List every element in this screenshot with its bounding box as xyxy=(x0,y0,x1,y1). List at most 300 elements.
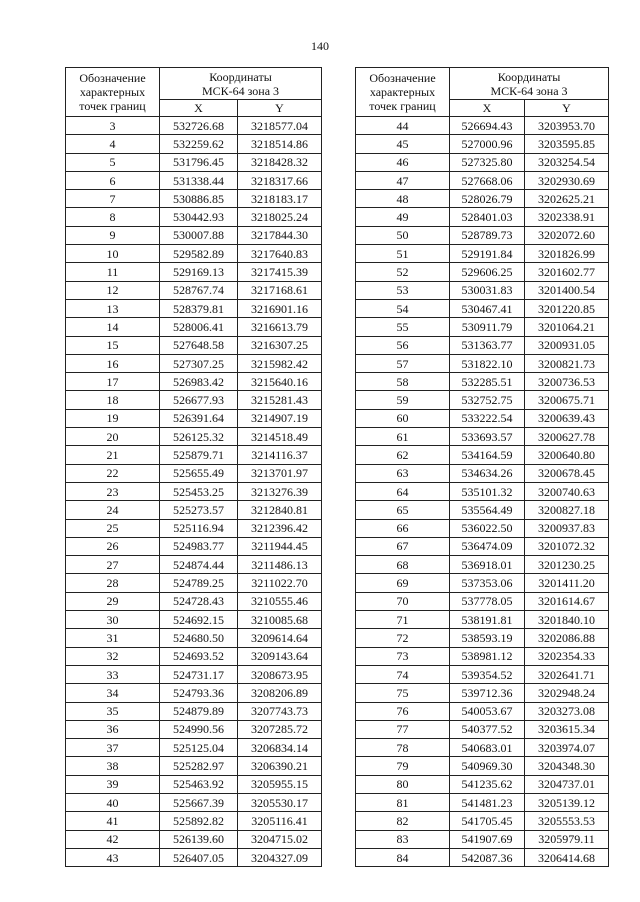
point-id-cell: 17 xyxy=(66,373,160,391)
x-cell: 538593.19 xyxy=(450,629,525,647)
y-cell: 3201602.77 xyxy=(525,263,609,281)
point-id-cell: 5 xyxy=(66,153,160,171)
coords-line2: МСК-64 зона 3 xyxy=(201,83,280,98)
point-id-cell: 36 xyxy=(66,720,160,738)
point-id-cell: 46 xyxy=(356,153,450,171)
x-cell: 532285.51 xyxy=(450,373,525,391)
y-cell: 3210085.68 xyxy=(238,611,322,629)
y-cell: 3215281.43 xyxy=(238,391,322,409)
point-label-line1: Обозначение xyxy=(79,71,146,85)
x-cell: 539712.36 xyxy=(450,684,525,702)
y-cell: 3216901.16 xyxy=(238,299,322,317)
table-row xyxy=(66,793,322,811)
table-row xyxy=(356,171,609,189)
y-cell: 3208206.89 xyxy=(238,684,322,702)
y-cell: 3200827.18 xyxy=(525,501,609,519)
point-label-header xyxy=(66,68,160,117)
y-cell: 3204715.02 xyxy=(238,830,322,848)
table-row xyxy=(356,684,609,702)
point-id-cell: 83 xyxy=(356,830,450,848)
table-row xyxy=(356,720,609,738)
point-id-cell: 60 xyxy=(356,409,450,427)
x-cell: 525879.71 xyxy=(160,446,238,464)
point-id-cell: 20 xyxy=(66,428,160,446)
table-row xyxy=(66,171,322,189)
point-id-cell: 33 xyxy=(66,665,160,683)
table-row xyxy=(66,135,322,153)
y-cell: 3213276.39 xyxy=(238,482,322,500)
table-row xyxy=(356,391,609,409)
table-row xyxy=(66,519,322,537)
x-cell: 530886.85 xyxy=(160,190,238,208)
y-cell: 3207285.72 xyxy=(238,720,322,738)
x-cell: 531822.10 xyxy=(450,354,525,372)
table-row xyxy=(66,190,322,208)
x-cell: 524983.77 xyxy=(160,537,238,555)
y-cell: 3204327.09 xyxy=(238,848,322,866)
point-label-line3: точек границ xyxy=(369,99,436,113)
table-row xyxy=(66,647,322,665)
table-row xyxy=(66,281,322,299)
x-cell: 531363.77 xyxy=(450,336,525,354)
y-cell: 3209143.64 xyxy=(238,647,322,665)
point-id-cell: 40 xyxy=(66,793,160,811)
table-row xyxy=(66,482,322,500)
table-row xyxy=(66,537,322,555)
y-cell: 3201614.67 xyxy=(525,592,609,610)
x-cell: 528401.03 xyxy=(450,208,525,226)
table-row xyxy=(356,519,609,537)
point-id-cell: 61 xyxy=(356,428,450,446)
y-cell: 3211486.13 xyxy=(238,556,322,574)
y-cell: 3200627.78 xyxy=(525,428,609,446)
point-id-cell: 84 xyxy=(356,848,450,866)
y-cell: 3205553.53 xyxy=(525,812,609,830)
point-id-cell: 13 xyxy=(66,299,160,317)
y-cell: 3218577.04 xyxy=(238,117,322,135)
table-row xyxy=(356,629,609,647)
point-id-cell: 47 xyxy=(356,171,450,189)
point-id-cell: 44 xyxy=(356,117,450,135)
x-cell: 526694.43 xyxy=(450,117,525,135)
x-cell: 529169.13 xyxy=(160,263,238,281)
x-cell: 541235.62 xyxy=(450,775,525,793)
point-id-cell: 35 xyxy=(66,702,160,720)
table-row xyxy=(356,208,609,226)
x-cell: 525655.49 xyxy=(160,464,238,482)
y-cell: 3200931.05 xyxy=(525,336,609,354)
y-cell: 3203953.70 xyxy=(525,117,609,135)
x-cell: 533693.57 xyxy=(450,428,525,446)
x-cell: 536022.50 xyxy=(450,519,525,537)
page-number: 140 xyxy=(311,39,329,53)
table-row xyxy=(66,592,322,610)
x-cell: 525667.39 xyxy=(160,793,238,811)
x-cell: 525125.04 xyxy=(160,739,238,757)
table-row xyxy=(66,208,322,226)
x-cell: 528379.81 xyxy=(160,299,238,317)
y-cell: 3215982.42 xyxy=(238,354,322,372)
table-row xyxy=(66,556,322,574)
y-cell: 3200740.63 xyxy=(525,482,609,500)
x-cell: 528026.79 xyxy=(450,190,525,208)
point-id-cell: 42 xyxy=(66,830,160,848)
y-cell: 3203974.07 xyxy=(525,739,609,757)
point-id-cell: 70 xyxy=(356,592,450,610)
y-header: Y xyxy=(525,100,609,117)
y-cell: 3217415.39 xyxy=(238,263,322,281)
point-id-cell: 10 xyxy=(66,245,160,263)
table-row xyxy=(66,775,322,793)
point-id-cell: 37 xyxy=(66,739,160,757)
point-id-cell: 41 xyxy=(66,812,160,830)
x-cell: 537778.05 xyxy=(450,592,525,610)
table-row xyxy=(356,318,609,336)
y-cell: 3207743.73 xyxy=(238,702,322,720)
point-id-cell: 16 xyxy=(66,354,160,372)
point-id-cell: 14 xyxy=(66,318,160,336)
x-cell: 527648.58 xyxy=(160,336,238,354)
y-cell: 3204348.30 xyxy=(525,757,609,775)
x-cell: 526677.93 xyxy=(160,391,238,409)
y-cell: 3201230.25 xyxy=(525,556,609,574)
y-cell: 3218025.24 xyxy=(238,208,322,226)
x-cell: 532752.75 xyxy=(450,391,525,409)
point-id-cell: 31 xyxy=(66,629,160,647)
point-id-cell: 69 xyxy=(356,574,450,592)
point-label-line2: характерных xyxy=(79,85,146,99)
table-row xyxy=(66,391,322,409)
point-id-cell: 59 xyxy=(356,391,450,409)
x-cell: 524789.25 xyxy=(160,574,238,592)
x-cell: 540683.01 xyxy=(450,739,525,757)
y-cell: 3211022.70 xyxy=(238,574,322,592)
table-row xyxy=(356,354,609,372)
x-cell: 527307.25 xyxy=(160,354,238,372)
y-cell: 3214907.19 xyxy=(238,409,322,427)
x-cell: 527668.06 xyxy=(450,171,525,189)
x-cell: 530031.83 xyxy=(450,281,525,299)
x-cell: 525273.57 xyxy=(160,501,238,519)
coords-line1: Координаты xyxy=(209,69,272,84)
x-header: X xyxy=(450,100,525,117)
x-cell: 525892.82 xyxy=(160,812,238,830)
x-header: X xyxy=(160,100,238,117)
y-cell: 3203595.85 xyxy=(525,135,609,153)
coordinates-table-right xyxy=(355,67,609,867)
table-row xyxy=(356,757,609,775)
x-cell: 528006.41 xyxy=(160,318,238,336)
y-cell: 3205139.12 xyxy=(525,793,609,811)
x-cell: 534634.26 xyxy=(450,464,525,482)
table-row xyxy=(66,684,322,702)
x-cell: 540377.52 xyxy=(450,720,525,738)
point-id-cell: 19 xyxy=(66,409,160,427)
point-id-cell: 26 xyxy=(66,537,160,555)
y-cell: 3201840.10 xyxy=(525,611,609,629)
x-cell: 537353.06 xyxy=(450,574,525,592)
point-id-cell: 8 xyxy=(66,208,160,226)
point-id-cell: 4 xyxy=(66,135,160,153)
point-id-cell: 62 xyxy=(356,446,450,464)
y-cell: 3200675.71 xyxy=(525,391,609,409)
x-cell: 524990.56 xyxy=(160,720,238,738)
x-cell: 533222.54 xyxy=(450,409,525,427)
point-id-cell: 39 xyxy=(66,775,160,793)
point-id-cell: 71 xyxy=(356,611,450,629)
point-id-cell: 56 xyxy=(356,336,450,354)
table-row xyxy=(356,373,609,391)
x-cell: 525463.92 xyxy=(160,775,238,793)
y-cell: 3200937.83 xyxy=(525,519,609,537)
y-cell: 3200640.80 xyxy=(525,446,609,464)
x-cell: 530442.93 xyxy=(160,208,238,226)
point-id-cell: 29 xyxy=(66,592,160,610)
y-cell: 3218183.17 xyxy=(238,190,322,208)
point-id-cell: 23 xyxy=(66,482,160,500)
point-id-cell: 27 xyxy=(66,556,160,574)
y-cell: 3205979.11 xyxy=(525,830,609,848)
x-cell: 526391.64 xyxy=(160,409,238,427)
table-row xyxy=(356,299,609,317)
table-row xyxy=(356,793,609,811)
y-cell: 3202625.21 xyxy=(525,190,609,208)
table-row xyxy=(66,702,322,720)
y-cell: 3201064.21 xyxy=(525,318,609,336)
table-row xyxy=(356,537,609,555)
x-cell: 535564.49 xyxy=(450,501,525,519)
point-id-cell: 55 xyxy=(356,318,450,336)
table-row xyxy=(356,245,609,263)
y-cell: 3202072.60 xyxy=(525,226,609,244)
x-cell: 532726.68 xyxy=(160,117,238,135)
table-row xyxy=(356,739,609,757)
x-cell: 535101.32 xyxy=(450,482,525,500)
table-row xyxy=(66,739,322,757)
y-cell: 3201220.85 xyxy=(525,299,609,317)
table-row xyxy=(356,665,609,683)
point-id-cell: 15 xyxy=(66,336,160,354)
table-row xyxy=(356,117,609,135)
point-label-header xyxy=(356,68,450,117)
table-row xyxy=(66,629,322,647)
point-id-cell: 64 xyxy=(356,482,450,500)
y-cell: 3200639.43 xyxy=(525,409,609,427)
point-id-cell: 32 xyxy=(66,647,160,665)
table-row xyxy=(66,720,322,738)
y-cell: 3202354.33 xyxy=(525,647,609,665)
point-id-cell: 18 xyxy=(66,391,160,409)
point-id-cell: 43 xyxy=(66,848,160,866)
point-id-cell: 77 xyxy=(356,720,450,738)
x-cell: 542087.36 xyxy=(450,848,525,866)
point-id-cell: 76 xyxy=(356,702,450,720)
x-cell: 524731.17 xyxy=(160,665,238,683)
x-cell: 526407.05 xyxy=(160,848,238,866)
y-cell: 3218514.86 xyxy=(238,135,322,153)
point-id-cell: 21 xyxy=(66,446,160,464)
coords-group-header xyxy=(160,68,322,100)
y-cell: 3203254.54 xyxy=(525,153,609,171)
point-id-cell: 73 xyxy=(356,647,450,665)
x-cell: 526983.42 xyxy=(160,373,238,391)
point-id-cell: 30 xyxy=(66,611,160,629)
y-cell: 3204737.01 xyxy=(525,775,609,793)
table-row xyxy=(66,336,322,354)
y-cell: 3217168.61 xyxy=(238,281,322,299)
y-cell: 3202948.24 xyxy=(525,684,609,702)
table-row xyxy=(356,501,609,519)
y-cell: 3217844.30 xyxy=(238,226,322,244)
y-cell: 3201072.32 xyxy=(525,537,609,555)
y-cell: 3208673.95 xyxy=(238,665,322,683)
x-cell: 524879.89 xyxy=(160,702,238,720)
x-cell: 538191.81 xyxy=(450,611,525,629)
x-cell: 524793.36 xyxy=(160,684,238,702)
y-cell: 3206390.21 xyxy=(238,757,322,775)
x-cell: 525453.25 xyxy=(160,482,238,500)
point-id-cell: 51 xyxy=(356,245,450,263)
point-id-cell: 12 xyxy=(66,281,160,299)
y-cell: 3200678.45 xyxy=(525,464,609,482)
table-row xyxy=(356,464,609,482)
coordinates-table-left xyxy=(65,67,322,867)
point-id-cell: 25 xyxy=(66,519,160,537)
x-cell: 538981.12 xyxy=(450,647,525,665)
table-row xyxy=(356,190,609,208)
x-cell: 530911.79 xyxy=(450,318,525,336)
point-id-cell: 52 xyxy=(356,263,450,281)
table-row xyxy=(356,812,609,830)
table-row xyxy=(356,848,609,866)
x-cell: 541705.45 xyxy=(450,812,525,830)
y-cell: 3212840.81 xyxy=(238,501,322,519)
table-row xyxy=(66,153,322,171)
y-cell: 3205116.41 xyxy=(238,812,322,830)
table-row xyxy=(66,318,322,336)
y-cell: 3211944.45 xyxy=(238,537,322,555)
x-cell: 525282.97 xyxy=(160,757,238,775)
table-row xyxy=(356,409,609,427)
x-cell: 524680.50 xyxy=(160,629,238,647)
point-id-cell: 75 xyxy=(356,684,450,702)
table-row xyxy=(66,611,322,629)
table-row xyxy=(66,373,322,391)
table-body-right xyxy=(356,117,609,867)
x-cell: 531338.44 xyxy=(160,171,238,189)
x-cell: 524728.43 xyxy=(160,592,238,610)
x-cell: 541907.69 xyxy=(450,830,525,848)
y-cell: 3217640.83 xyxy=(238,245,322,263)
x-cell: 524874.44 xyxy=(160,556,238,574)
point-id-cell: 68 xyxy=(356,556,450,574)
x-cell: 536918.01 xyxy=(450,556,525,574)
table-row xyxy=(66,117,322,135)
point-id-cell: 7 xyxy=(66,190,160,208)
point-id-cell: 67 xyxy=(356,537,450,555)
x-cell: 541481.23 xyxy=(450,793,525,811)
y-cell: 3206414.68 xyxy=(525,848,609,866)
x-cell: 527325.80 xyxy=(450,153,525,171)
y-header: Y xyxy=(238,100,322,117)
x-cell: 527000.96 xyxy=(450,135,525,153)
x-cell: 534164.59 xyxy=(450,446,525,464)
point-id-cell: 57 xyxy=(356,354,450,372)
y-cell: 3202086.88 xyxy=(525,629,609,647)
y-cell: 3203273.08 xyxy=(525,702,609,720)
point-id-cell: 54 xyxy=(356,299,450,317)
y-cell: 3201411.20 xyxy=(525,574,609,592)
y-cell: 3203615.34 xyxy=(525,720,609,738)
x-cell: 540053.67 xyxy=(450,702,525,720)
y-cell: 3202641.71 xyxy=(525,665,609,683)
x-cell: 525116.94 xyxy=(160,519,238,537)
y-cell: 3201400.54 xyxy=(525,281,609,299)
y-cell: 3215640.16 xyxy=(238,373,322,391)
point-id-cell: 80 xyxy=(356,775,450,793)
x-cell: 529191.84 xyxy=(450,245,525,263)
table-row xyxy=(66,354,322,372)
y-cell: 3205530.17 xyxy=(238,793,322,811)
table-row xyxy=(356,336,609,354)
x-cell: 530467.41 xyxy=(450,299,525,317)
point-id-cell: 24 xyxy=(66,501,160,519)
point-id-cell: 74 xyxy=(356,665,450,683)
y-cell: 3216613.79 xyxy=(238,318,322,336)
point-id-cell: 34 xyxy=(66,684,160,702)
y-cell: 3205955.15 xyxy=(238,775,322,793)
table-row xyxy=(356,263,609,281)
point-label-line1: Обозначение xyxy=(369,71,436,85)
table-row xyxy=(66,501,322,519)
point-id-cell: 63 xyxy=(356,464,450,482)
x-cell: 529582.89 xyxy=(160,245,238,263)
y-cell: 3218317.66 xyxy=(238,171,322,189)
table-row xyxy=(66,428,322,446)
table-row xyxy=(356,428,609,446)
x-cell: 536474.09 xyxy=(450,537,525,555)
point-id-cell: 72 xyxy=(356,629,450,647)
y-cell: 3213701.97 xyxy=(238,464,322,482)
point-id-cell: 3 xyxy=(66,117,160,135)
x-cell: 540969.30 xyxy=(450,757,525,775)
y-cell: 3201826.99 xyxy=(525,245,609,263)
table-row xyxy=(356,446,609,464)
table-row xyxy=(356,482,609,500)
point-id-cell: 6 xyxy=(66,171,160,189)
point-id-cell: 38 xyxy=(66,757,160,775)
y-cell: 3214518.49 xyxy=(238,428,322,446)
x-cell: 528789.73 xyxy=(450,226,525,244)
y-cell: 3202930.69 xyxy=(525,171,609,189)
table-row xyxy=(66,757,322,775)
point-id-cell: 9 xyxy=(66,226,160,244)
table-body-left xyxy=(66,117,322,867)
y-cell: 3218428.32 xyxy=(238,153,322,171)
point-id-cell: 11 xyxy=(66,263,160,281)
x-cell: 524693.52 xyxy=(160,647,238,665)
table-row xyxy=(356,281,609,299)
table-row xyxy=(66,830,322,848)
coords-group-header xyxy=(450,68,609,100)
point-id-cell: 78 xyxy=(356,739,450,757)
table-row xyxy=(356,830,609,848)
point-id-cell: 48 xyxy=(356,190,450,208)
y-cell: 3202338.91 xyxy=(525,208,609,226)
point-id-cell: 45 xyxy=(356,135,450,153)
table-row xyxy=(66,245,322,263)
y-cell: 3210555.46 xyxy=(238,592,322,610)
